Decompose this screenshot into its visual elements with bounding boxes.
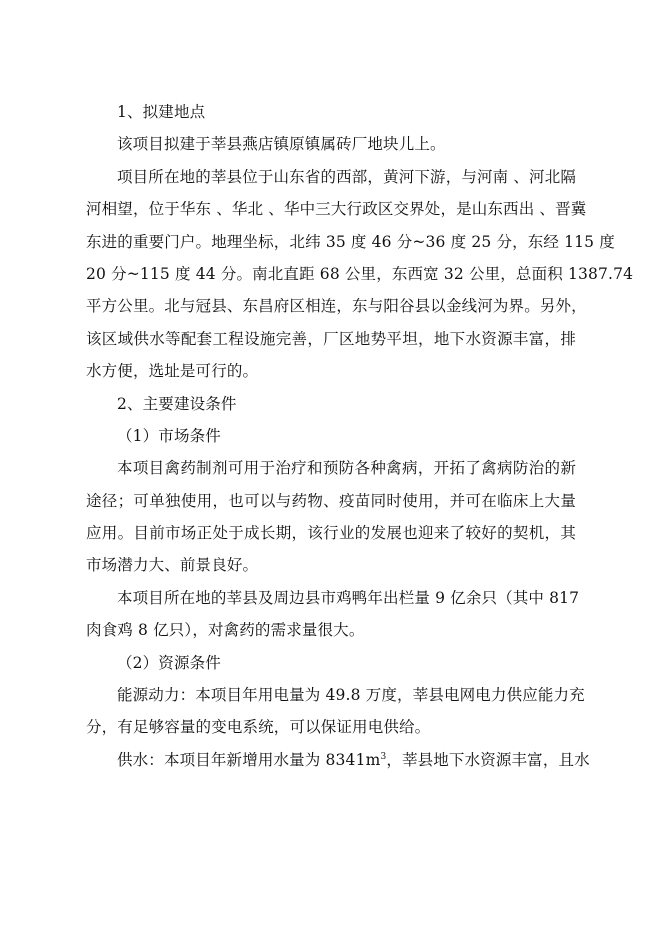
location-line: 东进的重要门户。地理坐标，北纬 35 度 46 分~36 度 25 分，东经 115 度 — [86, 232, 615, 251]
market-line: 途径；可单独使用，也可以与药物、疫苗同时使用，并可在临床上大量 — [86, 491, 576, 510]
water-text-before: 供水：本项目年新增用水量为 8341m — [117, 750, 381, 769]
poultry-line: 本项目所在地的莘县及周边县市鸡鸭年出栏量 9 亿余只（其中 817 — [117, 588, 580, 607]
location-line: 该区域供水等配套工程设施完善，厂区地势平坦，地下水资源丰富，排 — [86, 329, 576, 348]
heading-site: 1、拟建地点 — [117, 103, 206, 121]
energy-line: 分，有足够容量的变电系统，可以保证用电供给。 — [86, 718, 431, 737]
heading-resources: （2）资源条件 — [117, 653, 221, 672]
location-line: 20 分~115 度 44 分。南北直距 68 公里，东西宽 32 公里，总面积 1387.74 — [86, 264, 634, 283]
document-body — [86, 96, 634, 776]
location-line: 平方公里。北与冠县、东昌府区相连，东与阳谷县以金线河为界。另外， — [86, 297, 587, 316]
location-line: 水方便，选址是可行的。 — [86, 362, 259, 381]
heading-market: （1）市场条件 — [117, 426, 221, 445]
poultry-line: 肉食鸡 8 亿只），对禽药的需求量很大。 — [86, 621, 365, 640]
water-text-after: ，莘县地下水资源丰富，且水 — [386, 750, 590, 769]
location-line: 河相望，位于华东 、华北 、华中三大行政区交界处，是山东西出 、晋冀 — [86, 200, 587, 219]
market-line: 应用。目前市场正处于成长期，该行业的发展也迎来了较好的契机，其 — [86, 524, 576, 543]
water-line — [86, 744, 590, 776]
market-line: 本项目禽药制剂可用于治疗和预防各种禽病，开拓了禽病防治的新 — [117, 459, 576, 478]
site-paragraph: 该项目拟建于莘县燕店镇原镇属砖厂地块儿上。 — [117, 135, 446, 154]
energy-line: 能源动力：本项目年用电量为 49.8 万度，莘县电网电力供应能力充 — [117, 686, 585, 705]
water-unit-superscript: 3 — [380, 751, 387, 762]
heading-conditions: 2、主要建设条件 — [117, 394, 237, 413]
location-line: 项目所在地的莘县位于山东省的西部，黄河下游，与河南 、河北隔 — [117, 167, 576, 186]
market-line: 市场潜力大、前景良好。 — [86, 556, 259, 575]
